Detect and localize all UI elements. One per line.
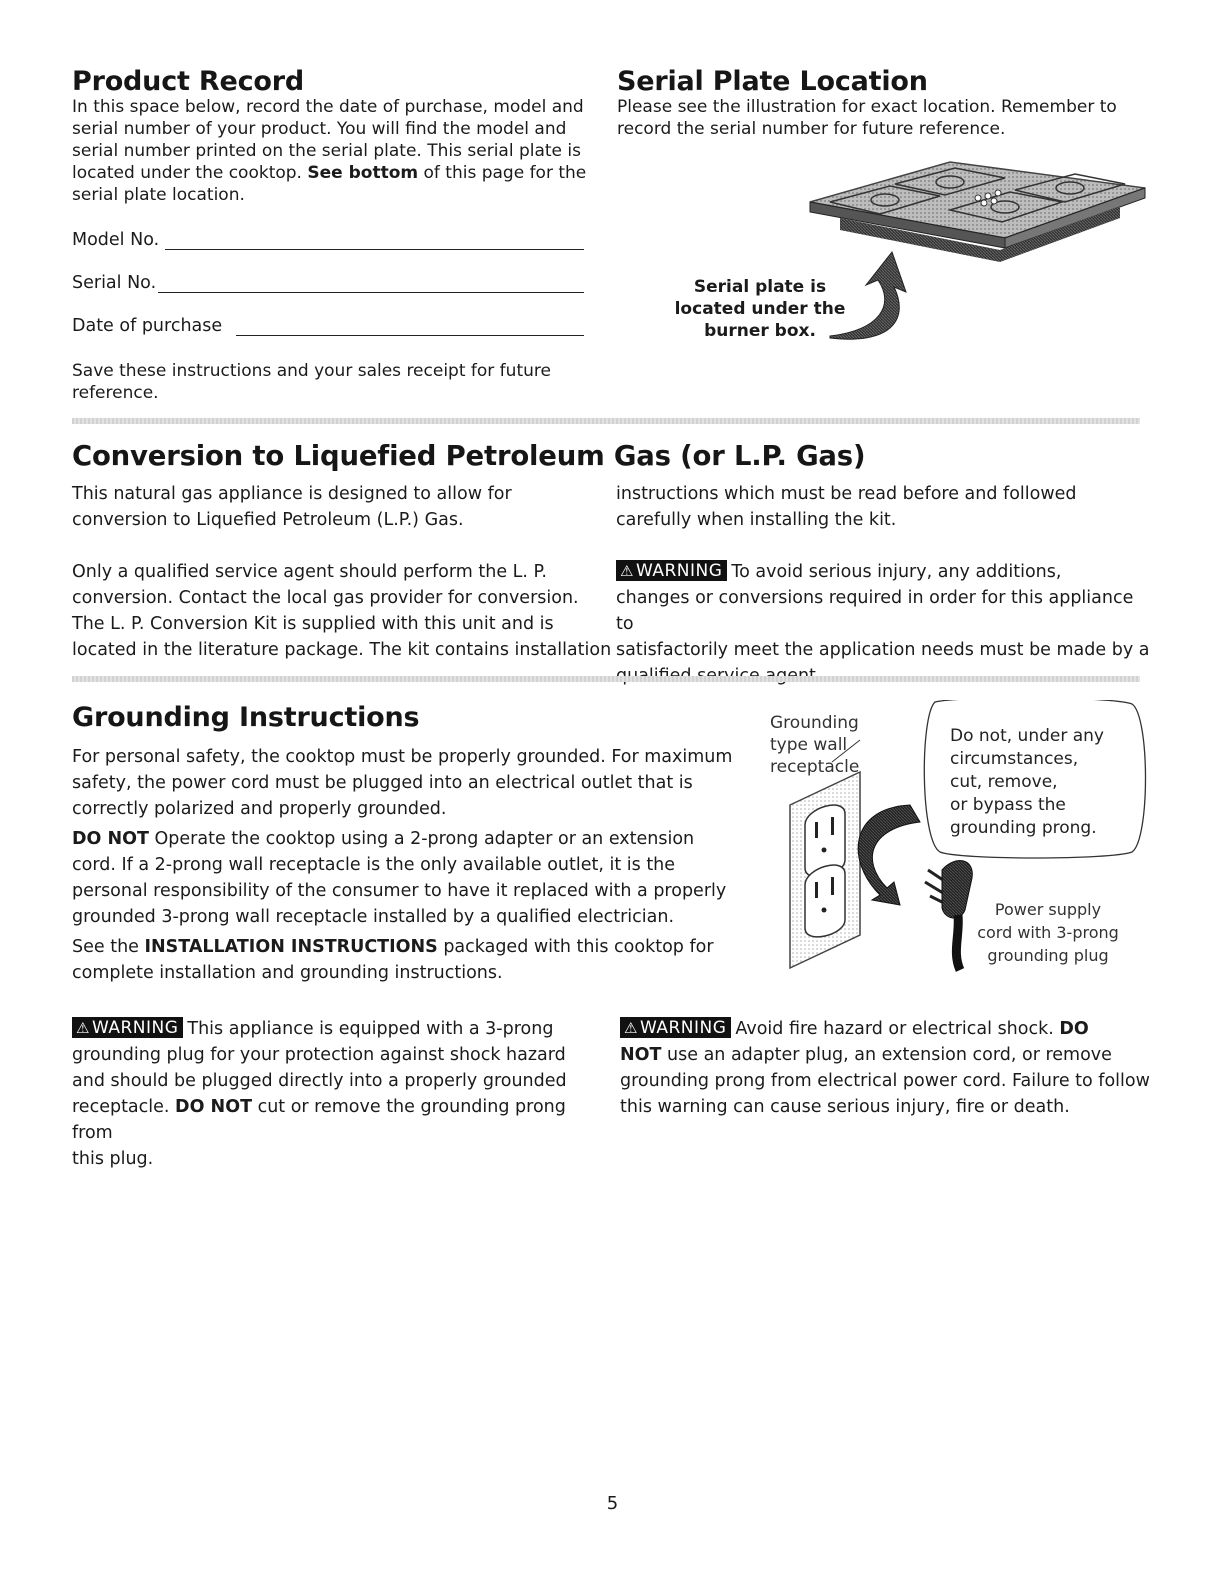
plug-label: Power supply cord with 3-prong grounding plug [977,900,1119,965]
product-record-intro: In this space below, record the date of purchase, model and serial number of your product. You will find the model and serial number printed on the serial plate. This serial plate is located under the cooktop. See bottom of this page for the serial plate location. [72,97,587,205]
section-divider [72,676,1140,682]
warning-badge: ⚠ WARNING [616,560,727,581]
serial-plate-text: Please see the illustration for exact location. Remember to record the serial number for future reference. [617,97,1117,139]
serial-plate-heading: Serial Plate Location [617,66,928,97]
conversion-warning: ⚠ WARNING To avoid serious injury, any additions, [616,559,1156,585]
model-number-field[interactable] [72,230,584,250]
date-of-purchase-field[interactable] [72,316,584,336]
warning-triangle-icon: ⚠ [76,1019,90,1037]
grounding-heading: Grounding Instructions [72,702,420,733]
save-instructions-note: Save these instructions and your sales receipt for future reference. [72,361,551,403]
product-record-heading: Product Record [72,66,305,97]
warning-triangle-icon: ⚠ [624,1019,638,1037]
prong-warning-callout: Do not, under any circumstances, cut, remove, or bypass the grounding prong. [950,726,1104,838]
serial-plate-caption: Serial plate is located under the burner box. [674,277,846,341]
conversion-heading: Conversion to Liquefied Petroleum Gas (or L.P. Gas) [72,440,866,472]
warning-triangle-icon: ⚠ [620,562,634,580]
grounding-warning-left: ⚠ WARNING This appliance is equipped with a 3-prong grounding plug for your protection against shock hazard and should be plugged directly into a properly grounded receptacle. DO NOT cut or remove the grounding prong from this plug. [72,1018,567,1169]
section-divider [72,418,1140,424]
conversion-right-column: instructions which must be read before and followed carefully when installing the kit. ⚠ WARNING To avoid serious injury, any additions, changes or conversions required in order for this appliance to satisfactorily meet the application needs must be made by a [616,481,1156,689]
grounding-text: For personal safety, the cooktop must be properly grounded. For maximum safety, the power cord must be plugged into an electrical outlet that is correctly polarized and properly grounded. DO NOT Operate the cooktop using a 2-prong adapter or an extension cord. If a 2-prong wall receptacle is the only available outlet, it is the personal responsibility of the consumer to have it replaced with a properly grounded 3-prong wall receptacle installed by a qualified electrician. See the INSTALLATION INSTRUCTIONS packaged with this cooktop for complete installation and grounding instructions. [72,747,733,983]
serial-number-field[interactable] [72,273,584,293]
grounding-warning-right: ⚠ WARNING Avoid fire hazard or electrical shock. DO NOT use an adapter plug, an extension cord, or remove grounding prong from electrical power cord. Failure to follow this warning can cause serious injury, fire or death. [620,1018,1150,1117]
model-number-label: Model No. [72,230,160,250]
page-number: 5 [606,1493,619,1514]
date-of-purchase-label: Date of purchase [72,316,223,336]
serial-number-label: Serial No. [72,273,157,293]
warning-badge: ⚠ WARNING [620,1017,731,1038]
conversion-left-column: This natural gas appliance is designed to allow for conversion to Liquefied Petroleum (L.P.) Gas. Only a qualified service agent should perform the L. P. conversion. Contact the local gas provider for conversion. The L. P. Conversion Kit is supplied with this unit and is located in the literature package. The kit contains installation [72,484,612,660]
warning-badge: ⚠ WARNING [72,1017,183,1038]
receptacle-label: Grounding type wall receptacle [770,713,860,777]
